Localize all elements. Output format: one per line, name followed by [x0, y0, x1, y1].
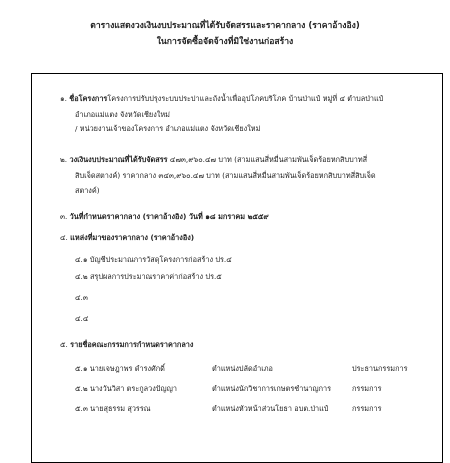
item-1-line-1	[60, 94, 383, 104]
committee-member-3-name: ๕.๓ นายสุธรรม สุวรรณ	[75, 404, 151, 413]
item-1-heading: ชื่อโครงการ	[69, 94, 108, 103]
item-5-line	[60, 340, 193, 350]
item-1-line-3: / หน่วยงานเจ้าของโครงการ อำเภอแม่แตง จังหวัดเชียงใหม่	[75, 124, 261, 133]
item-4-sub-4: ๔.๔	[75, 314, 89, 323]
item-3-line	[60, 212, 269, 222]
committee-member-1-role: ประธานกรรมการ	[352, 364, 408, 373]
item-2-heading: วงเงินงบประมาณที่ได้รับจัดสรร	[69, 155, 168, 164]
committee-member-1-position: ตำแหน่งปลัดอำเภอ	[212, 364, 273, 373]
item-4-text: แหล่งที่มาของราคากลาง (ราคาอ้างอิง)	[70, 233, 195, 242]
document-title: ตารางแสดงวงเงินงบประมาณที่ได้รับจัดสรรและราคากลาง (ราคาอ้างอิง)	[90, 21, 360, 31]
item-5-text: รายชื่อคณะกรรมการกำหนดราคากลาง	[70, 340, 194, 349]
item-5-number: ๕.	[60, 340, 68, 349]
item-4-sub-3: ๔.๓	[75, 293, 88, 302]
item-1-number: ๑.	[60, 94, 67, 103]
document-subtitle: ในการจัดซื้อจัดจ้างที่มิใช่งานก่อสร้าง	[156, 37, 294, 47]
item-3-text: วันที่กำหนดราคากลาง (ราคาอ้างอิง) วันที่ ๑๘ มกราคม ๒๕๕๙	[69, 212, 269, 221]
committee-member-3-position: ตำแหน่งหัวหน้าส่วนโยธา อบต.ป่าแป๋	[212, 404, 329, 413]
committee-member-2-name: ๕.๒ นางวันวิสา ตระกูลวงปัญญา	[75, 384, 177, 393]
committee-member-1-name: ๕.๑ นายเจษฎาพร ดำรงศักดิ์	[75, 364, 165, 373]
item-4-sub-2: ๔.๒ สรุปผลการประมาณราคาค่าก่อสร้าง ปร.๕	[75, 272, 222, 281]
committee-member-2-role: กรรมการ	[352, 384, 382, 393]
item-1-text: โครงการปรับปรุงระบบประปาและถังน้ำเพื่ออุปโภคบริโภค บ้านป่าแป๋ หมู่ที่ ๔ ตำบลป่าแป๋	[107, 94, 384, 103]
item-4-line	[60, 233, 194, 243]
item-1-line-2: อำเภอแม่แตง จังหวัดเชียงใหม่	[75, 110, 170, 119]
committee-member-3-role: กรรมการ	[352, 404, 382, 413]
item-3-number: ๓.	[60, 212, 68, 221]
item-2-number: ๒.	[60, 155, 68, 164]
item-2-text: ๔๗๓,๙๖๐.๔๗ บาท (สามแสนสี่หมื่นสามพันเจ็ดร้อยหกสิบบาทสี่	[169, 155, 368, 164]
item-4-number: ๔.	[60, 233, 68, 242]
item-2-line-3: สตางค์)	[75, 186, 100, 195]
item-2-line-2: สิบเจ็ดสตางค์) ราคากลาง ๓๔๓,๙๖๐.๔๗ บาท (สามแสนสี่หมื่นสามพันเจ็ดร้อยหกสิบบาทสี่สิบเจ็ด	[75, 171, 376, 180]
item-2-line-1	[60, 155, 367, 165]
item-4-sub-1: ๔.๑ บัญชีประมาณการวัสดุโครงการก่อสร้าง ปร.๔	[75, 255, 232, 264]
committee-member-2-position: ตำแหน่งนักวิชาการเกษตรชำนาญการ	[212, 384, 332, 393]
